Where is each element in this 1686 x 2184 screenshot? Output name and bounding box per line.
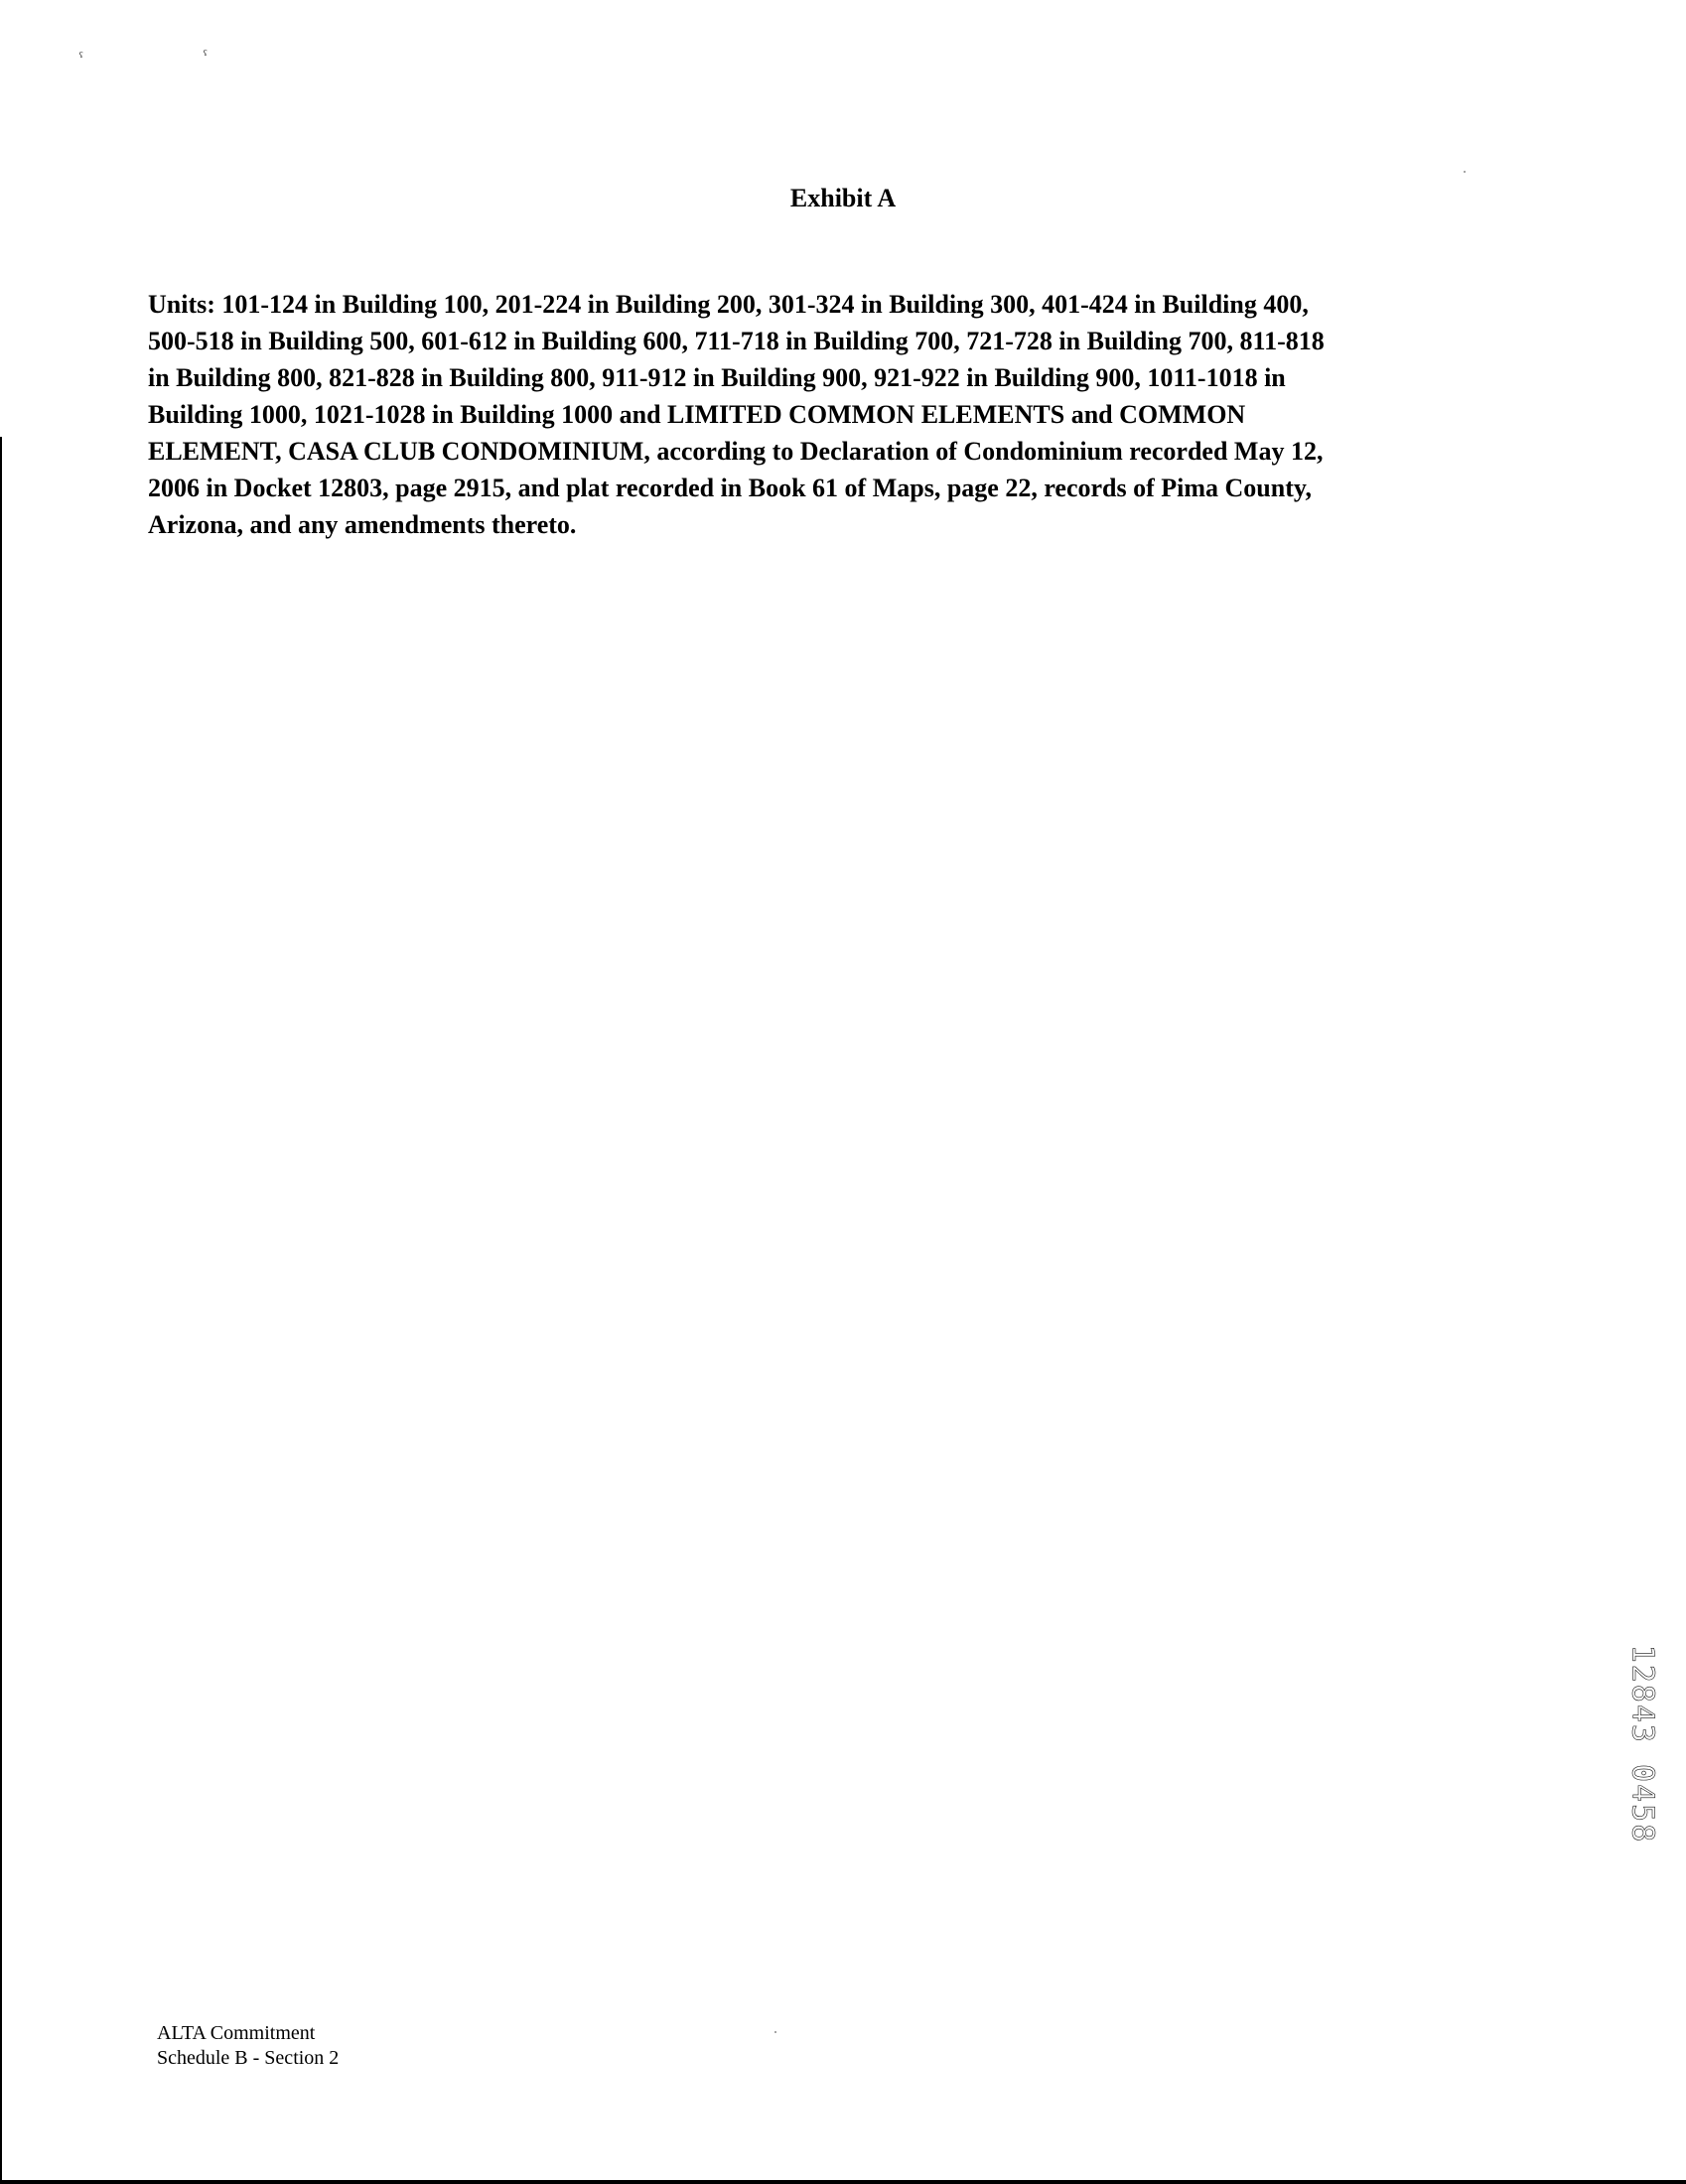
recording-stamp — [1624, 1605, 1660, 1883]
document-footer — [157, 2021, 339, 2071]
scan-edge-left — [0, 437, 2, 2184]
scan-edge-bottom — [0, 2180, 1686, 2184]
document-title: Exhibit A — [789, 184, 897, 212]
scan-speck: ˤ — [204, 49, 208, 64]
scan-dot — [774, 2031, 776, 2033]
scan-dot — [1464, 171, 1466, 173]
footer-line-2: Schedule B - Section 2 — [157, 2047, 340, 2069]
footer-line-1: ALTA Commitment — [157, 2022, 316, 2044]
scan-speck: ˤ — [79, 51, 83, 66]
legal-description: Units: 101-124 in Building 100, 201-224 in Building 200, 301-324 in Building 300, 401-424 in Building 400, 500-518 in Building 500, 601-612 in Building 600, 711-718 in Building 700, 721-728 in Building 700, 811-818 in Building 800, 821-828 in Building 800, 911-912 in Building 900, 921-922 in Building 900, 1011-1018 in Building 1000, 1021-1028 in Building 1000 and LIMITED COMMON ELEMENTS and COMMON ELEMENT, CASA CLUB CONDOMINIUM, according to Declaration of Condominium recorded May 12, 2006 in Docket 12803, page 2915, and plat recorded in Book 61 of Maps, page 22, records of Pima County, Arizona, and any amendments thereto. — [148, 290, 1325, 539]
recording-stamp-number: 12843 0458 — [1624, 1644, 1660, 1844]
